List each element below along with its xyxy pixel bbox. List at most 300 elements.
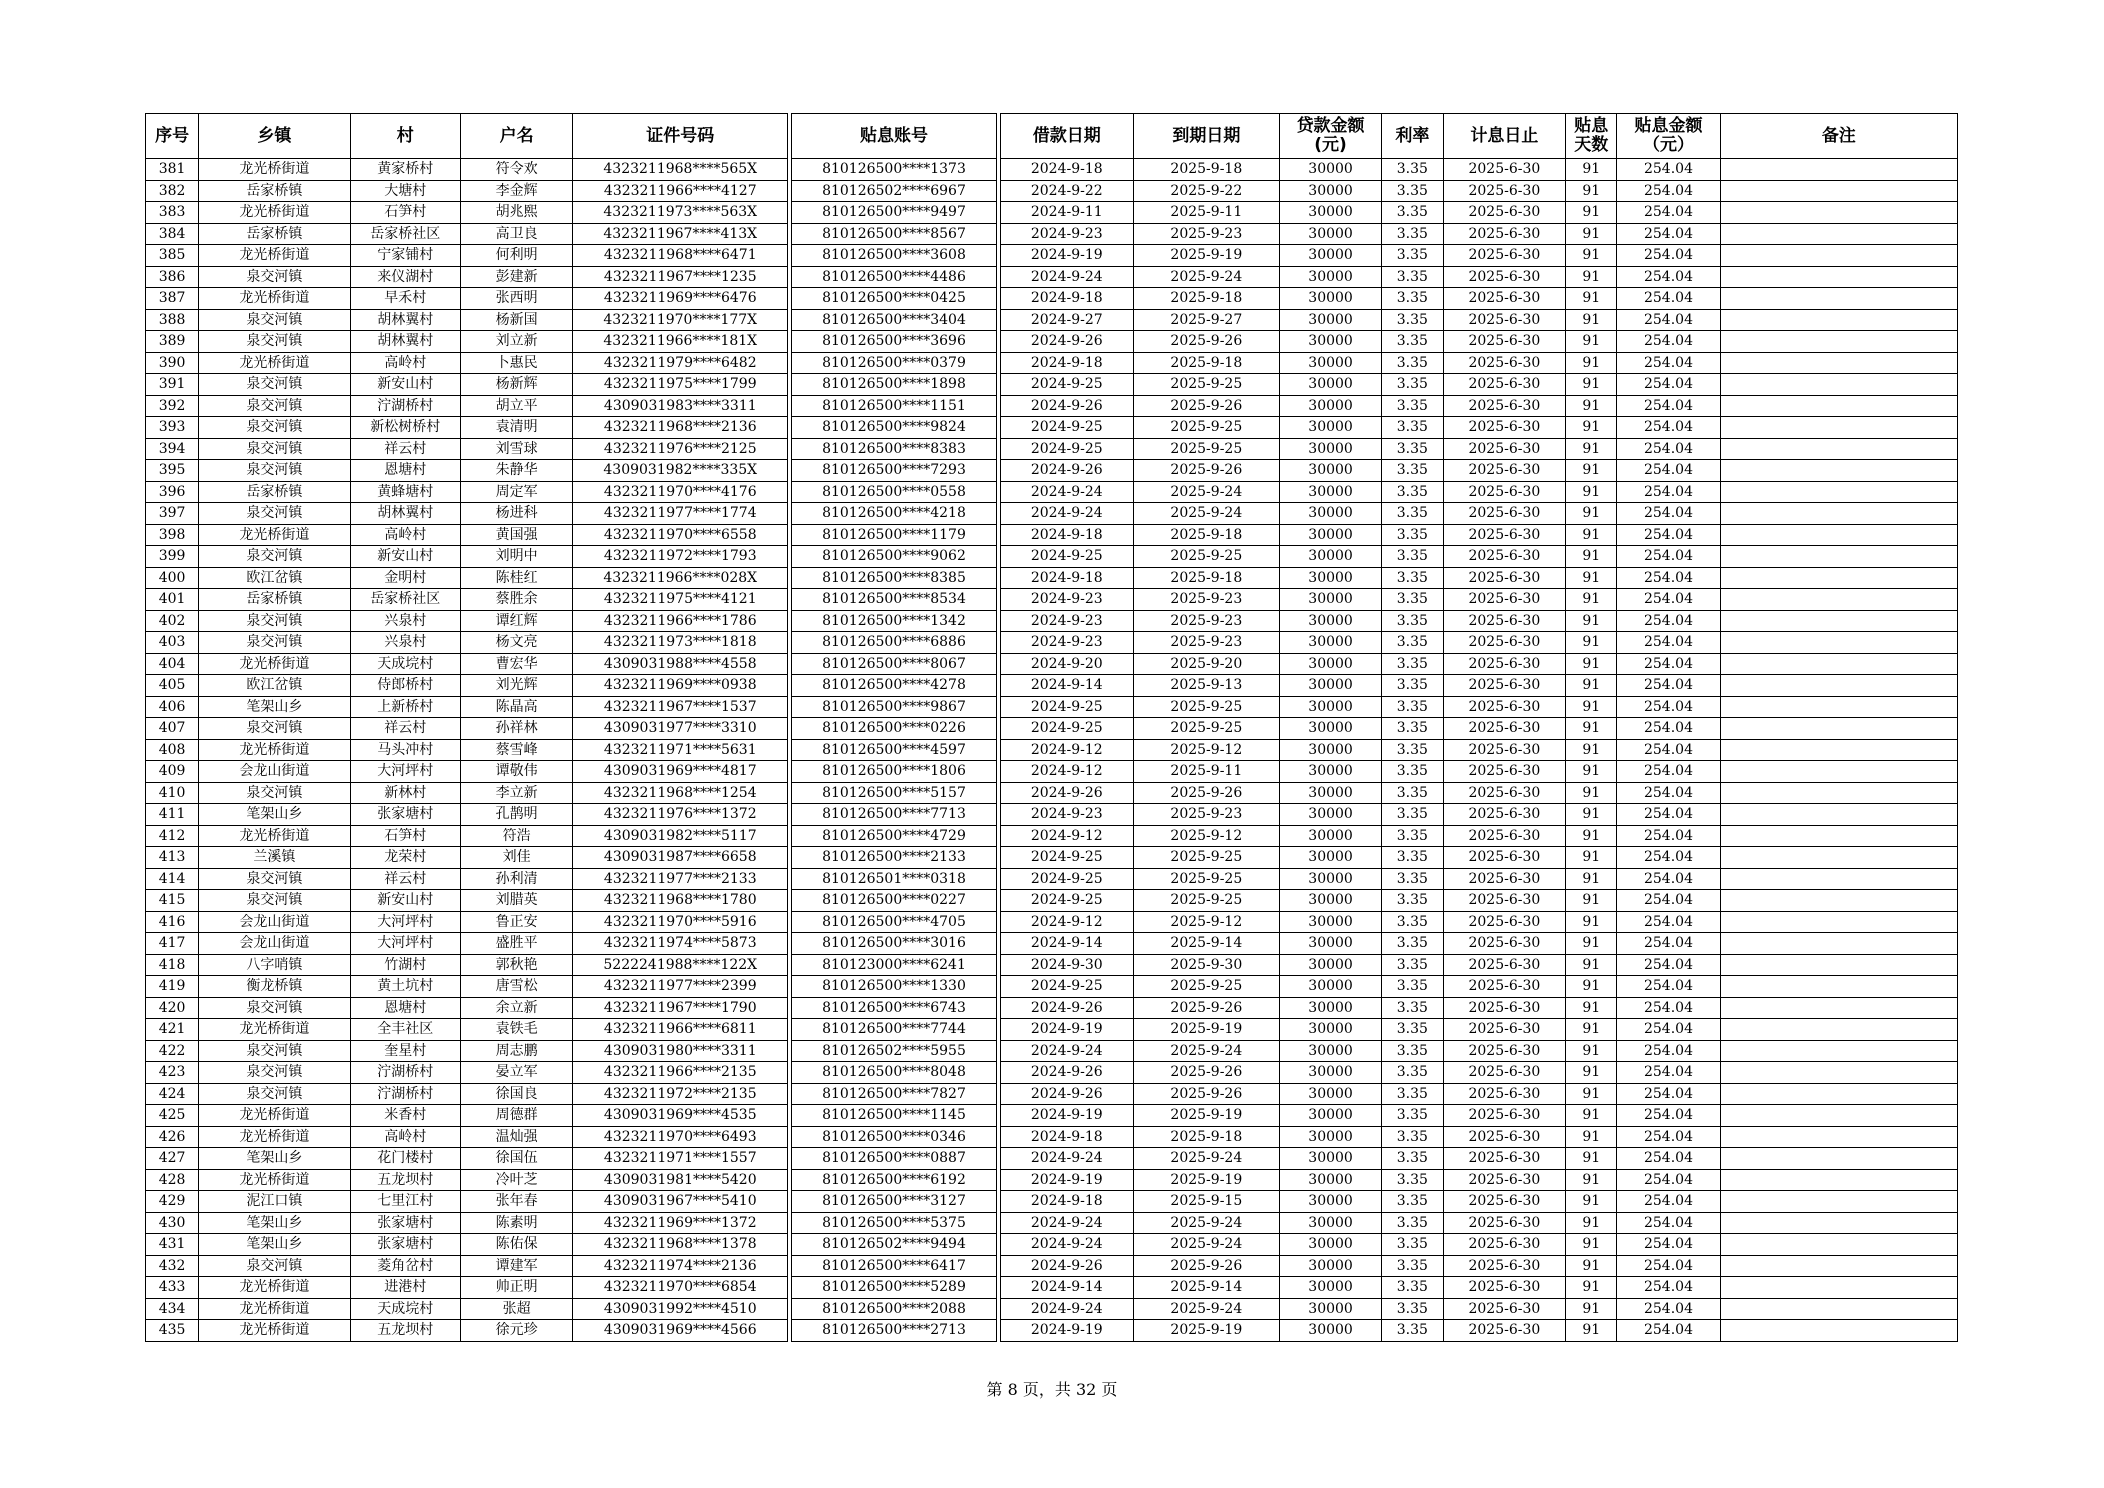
cell-index: 399 bbox=[146, 546, 199, 568]
cell-village: 进港村 bbox=[350, 1277, 460, 1299]
cell-id-number: 4323211972****2135 bbox=[573, 1083, 788, 1105]
cell-loan-amount: 30000 bbox=[1279, 503, 1381, 525]
cell-loan-date: 2024-9-24 bbox=[1000, 1234, 1133, 1256]
header-account-holder: 户名 bbox=[460, 114, 572, 159]
cell-remarks bbox=[1720, 1040, 1957, 1062]
cell-account-holder: 李金辉 bbox=[460, 180, 572, 202]
cell-account-holder: 刘立新 bbox=[460, 331, 572, 353]
cell-id-number: 4323211966****181X bbox=[573, 331, 788, 353]
cell-account-holder: 刘雪球 bbox=[460, 438, 572, 460]
cell-village: 米香村 bbox=[350, 1105, 460, 1127]
cell-remarks bbox=[1720, 1083, 1957, 1105]
cell-interest-rate: 3.35 bbox=[1382, 653, 1443, 675]
cell-interest-end-date: 2025-6-30 bbox=[1443, 567, 1566, 589]
cell-due-date: 2025-9-25 bbox=[1133, 847, 1279, 869]
cell-township: 泉交河镇 bbox=[199, 890, 350, 912]
cell-index: 415 bbox=[146, 890, 199, 912]
cell-interest-end-date: 2025-6-30 bbox=[1443, 1062, 1566, 1084]
cell-remarks bbox=[1720, 761, 1957, 783]
cell-subsidy-days: 91 bbox=[1566, 933, 1617, 955]
cell-interest-rate: 3.35 bbox=[1382, 1062, 1443, 1084]
cell-subsidy-days: 91 bbox=[1566, 223, 1617, 245]
cell-id-number: 4309031977****3310 bbox=[573, 718, 788, 740]
cell-id-number: 4309031969****4566 bbox=[573, 1320, 788, 1342]
cell-loan-amount: 30000 bbox=[1279, 1298, 1381, 1320]
cell-subsidy-account: 810126500****7293 bbox=[792, 460, 997, 482]
cell-interest-rate: 3.35 bbox=[1382, 202, 1443, 224]
table-row bbox=[146, 1212, 1958, 1234]
cell-subsidy-amount: 254.04 bbox=[1617, 374, 1720, 396]
cell-id-number: 4309031983****3311 bbox=[573, 395, 788, 417]
cell-subsidy-amount: 254.04 bbox=[1617, 1040, 1720, 1062]
cell-remarks bbox=[1720, 1148, 1957, 1170]
cell-village: 祥云村 bbox=[350, 718, 460, 740]
cell-interest-end-date: 2025-6-30 bbox=[1443, 933, 1566, 955]
cell-township: 笔架山乡 bbox=[199, 1148, 350, 1170]
cell-remarks bbox=[1720, 159, 1957, 181]
cell-subsidy-days: 91 bbox=[1566, 761, 1617, 783]
cell-subsidy-account: 810126500****3127 bbox=[792, 1191, 997, 1213]
cell-township: 泉交河镇 bbox=[199, 632, 350, 654]
cell-township: 岳家桥镇 bbox=[199, 589, 350, 611]
cell-loan-amount: 30000 bbox=[1279, 696, 1381, 718]
cell-loan-date: 2024-9-25 bbox=[1000, 417, 1133, 439]
cell-index: 418 bbox=[146, 954, 199, 976]
cell-subsidy-days: 91 bbox=[1566, 503, 1617, 525]
cell-loan-amount: 30000 bbox=[1279, 1191, 1381, 1213]
cell-loan-date: 2024-9-25 bbox=[1000, 546, 1133, 568]
cell-id-number: 4323211969****6476 bbox=[573, 288, 788, 310]
cell-account-holder: 陈佑保 bbox=[460, 1234, 572, 1256]
cell-interest-end-date: 2025-6-30 bbox=[1443, 653, 1566, 675]
table-row bbox=[146, 481, 1958, 503]
table-row bbox=[146, 761, 1958, 783]
cell-interest-end-date: 2025-6-30 bbox=[1443, 460, 1566, 482]
cell-loan-amount: 30000 bbox=[1279, 610, 1381, 632]
cell-interest-end-date: 2025-6-30 bbox=[1443, 1083, 1566, 1105]
cell-interest-end-date: 2025-6-30 bbox=[1443, 1040, 1566, 1062]
cell-subsidy-amount: 254.04 bbox=[1617, 589, 1720, 611]
cell-interest-rate: 3.35 bbox=[1382, 610, 1443, 632]
cell-subsidy-days: 91 bbox=[1566, 438, 1617, 460]
cell-subsidy-amount: 254.04 bbox=[1617, 675, 1720, 697]
cell-index: 396 bbox=[146, 481, 199, 503]
cell-account-holder: 李立新 bbox=[460, 782, 572, 804]
cell-loan-date: 2024-9-19 bbox=[1000, 1105, 1133, 1127]
cell-index: 390 bbox=[146, 352, 199, 374]
cell-index: 430 bbox=[146, 1212, 199, 1234]
cell-interest-end-date: 2025-6-30 bbox=[1443, 589, 1566, 611]
cell-subsidy-account: 810126500****0558 bbox=[792, 481, 997, 503]
cell-loan-date: 2024-9-30 bbox=[1000, 954, 1133, 976]
cell-remarks bbox=[1720, 847, 1957, 869]
cell-id-number: 4309031992****4510 bbox=[573, 1298, 788, 1320]
cell-subsidy-days: 91 bbox=[1566, 245, 1617, 267]
cell-subsidy-account: 810126500****7713 bbox=[792, 804, 997, 826]
cell-subsidy-amount: 254.04 bbox=[1617, 352, 1720, 374]
cell-interest-end-date: 2025-6-30 bbox=[1443, 868, 1566, 890]
cell-village: 岳家桥社区 bbox=[350, 223, 460, 245]
cell-township: 泉交河镇 bbox=[199, 1083, 350, 1105]
cell-interest-end-date: 2025-6-30 bbox=[1443, 696, 1566, 718]
cell-interest-end-date: 2025-6-30 bbox=[1443, 847, 1566, 869]
table-row bbox=[146, 782, 1958, 804]
cell-subsidy-days: 91 bbox=[1566, 266, 1617, 288]
cell-index: 395 bbox=[146, 460, 199, 482]
cell-loan-amount: 30000 bbox=[1279, 847, 1381, 869]
cell-interest-rate: 3.35 bbox=[1382, 911, 1443, 933]
cell-due-date: 2025-9-19 bbox=[1133, 1169, 1279, 1191]
header-subsidy-amount: 贴息金额 （元） bbox=[1617, 114, 1720, 159]
cell-interest-end-date: 2025-6-30 bbox=[1443, 804, 1566, 826]
cell-due-date: 2025-9-18 bbox=[1133, 159, 1279, 181]
cell-interest-end-date: 2025-6-30 bbox=[1443, 1277, 1566, 1299]
cell-id-number: 4323211967****413X bbox=[573, 223, 788, 245]
cell-subsidy-amount: 254.04 bbox=[1617, 1148, 1720, 1170]
cell-id-number: 4309031982****5117 bbox=[573, 825, 788, 847]
table-row bbox=[146, 460, 1958, 482]
cell-subsidy-amount: 254.04 bbox=[1617, 954, 1720, 976]
cell-loan-amount: 30000 bbox=[1279, 1212, 1381, 1234]
cell-subsidy-account: 810126500****1151 bbox=[792, 395, 997, 417]
cell-village: 黄家桥村 bbox=[350, 159, 460, 181]
cell-loan-date: 2024-9-18 bbox=[1000, 1191, 1133, 1213]
cell-interest-rate: 3.35 bbox=[1382, 546, 1443, 568]
cell-interest-rate: 3.35 bbox=[1382, 1148, 1443, 1170]
cell-village: 来仪湖村 bbox=[350, 266, 460, 288]
cell-account-holder: 徐元珍 bbox=[460, 1320, 572, 1342]
cell-loan-date: 2024-9-12 bbox=[1000, 911, 1133, 933]
cell-interest-rate: 3.35 bbox=[1382, 481, 1443, 503]
cell-account-holder: 袁铁毛 bbox=[460, 1019, 572, 1041]
cell-due-date: 2025-9-24 bbox=[1133, 481, 1279, 503]
cell-interest-rate: 3.35 bbox=[1382, 1277, 1443, 1299]
cell-id-number: 4323211969****0938 bbox=[573, 675, 788, 697]
cell-village: 祥云村 bbox=[350, 438, 460, 460]
cell-subsidy-amount: 254.04 bbox=[1617, 481, 1720, 503]
cell-township: 泉交河镇 bbox=[199, 1040, 350, 1062]
cell-due-date: 2025-9-18 bbox=[1133, 1126, 1279, 1148]
table-row bbox=[146, 1277, 1958, 1299]
cell-interest-end-date: 2025-6-30 bbox=[1443, 997, 1566, 1019]
cell-subsidy-days: 91 bbox=[1566, 739, 1617, 761]
cell-subsidy-amount: 254.04 bbox=[1617, 825, 1720, 847]
cell-village: 岳家桥社区 bbox=[350, 589, 460, 611]
cell-subsidy-account: 810123000****6241 bbox=[792, 954, 997, 976]
cell-subsidy-amount: 254.04 bbox=[1617, 223, 1720, 245]
cell-loan-amount: 30000 bbox=[1279, 331, 1381, 353]
cell-township: 泉交河镇 bbox=[199, 610, 350, 632]
cell-account-holder: 杨新辉 bbox=[460, 374, 572, 396]
cell-subsidy-days: 91 bbox=[1566, 1126, 1617, 1148]
cell-account-holder: 鲁正安 bbox=[460, 911, 572, 933]
cell-account-holder: 徐国良 bbox=[460, 1083, 572, 1105]
table-row bbox=[146, 245, 1958, 267]
cell-interest-end-date: 2025-6-30 bbox=[1443, 395, 1566, 417]
cell-interest-rate: 3.35 bbox=[1382, 1126, 1443, 1148]
cell-loan-amount: 30000 bbox=[1279, 159, 1381, 181]
cell-subsidy-amount: 254.04 bbox=[1617, 266, 1720, 288]
cell-interest-rate: 3.35 bbox=[1382, 438, 1443, 460]
cell-interest-end-date: 2025-6-30 bbox=[1443, 159, 1566, 181]
cell-id-number: 4323211971****1557 bbox=[573, 1148, 788, 1170]
cell-subsidy-amount: 254.04 bbox=[1617, 417, 1720, 439]
cell-due-date: 2025-9-18 bbox=[1133, 524, 1279, 546]
cell-index: 417 bbox=[146, 933, 199, 955]
cell-township: 龙光桥街道 bbox=[199, 1277, 350, 1299]
cell-id-number: 4323211966****1786 bbox=[573, 610, 788, 632]
table-row bbox=[146, 288, 1958, 310]
cell-loan-amount: 30000 bbox=[1279, 1083, 1381, 1105]
cell-due-date: 2025-9-25 bbox=[1133, 417, 1279, 439]
cell-subsidy-account: 810126500****1145 bbox=[792, 1105, 997, 1127]
cell-due-date: 2025-9-24 bbox=[1133, 1212, 1279, 1234]
cell-subsidy-days: 91 bbox=[1566, 1234, 1617, 1256]
cell-interest-end-date: 2025-6-30 bbox=[1443, 718, 1566, 740]
cell-township: 泉交河镇 bbox=[199, 309, 350, 331]
cell-subsidy-days: 91 bbox=[1566, 159, 1617, 181]
cell-due-date: 2025-9-23 bbox=[1133, 632, 1279, 654]
cell-village: 泞湖桥村 bbox=[350, 1083, 460, 1105]
cell-loan-amount: 30000 bbox=[1279, 180, 1381, 202]
cell-account-holder: 陈素明 bbox=[460, 1212, 572, 1234]
cell-interest-end-date: 2025-6-30 bbox=[1443, 610, 1566, 632]
cell-index: 398 bbox=[146, 524, 199, 546]
cell-due-date: 2025-9-30 bbox=[1133, 954, 1279, 976]
cell-subsidy-amount: 254.04 bbox=[1617, 245, 1720, 267]
cell-index: 421 bbox=[146, 1019, 199, 1041]
cell-account-holder: 冷叶芝 bbox=[460, 1169, 572, 1191]
cell-index: 400 bbox=[146, 567, 199, 589]
cell-index: 431 bbox=[146, 1234, 199, 1256]
cell-loan-amount: 30000 bbox=[1279, 266, 1381, 288]
cell-subsidy-amount: 254.04 bbox=[1617, 739, 1720, 761]
cell-id-number: 4323211970****5916 bbox=[573, 911, 788, 933]
cell-subsidy-days: 91 bbox=[1566, 610, 1617, 632]
cell-interest-rate: 3.35 bbox=[1382, 804, 1443, 826]
cell-account-holder: 张年春 bbox=[460, 1191, 572, 1213]
cell-interest-rate: 3.35 bbox=[1382, 1320, 1443, 1342]
cell-id-number: 4323211976****2125 bbox=[573, 438, 788, 460]
cell-account-holder: 孙祥林 bbox=[460, 718, 572, 740]
cell-loan-date: 2024-9-24 bbox=[1000, 1298, 1133, 1320]
cell-interest-end-date: 2025-6-30 bbox=[1443, 266, 1566, 288]
cell-due-date: 2025-9-26 bbox=[1133, 395, 1279, 417]
cell-interest-end-date: 2025-6-30 bbox=[1443, 825, 1566, 847]
cell-subsidy-amount: 254.04 bbox=[1617, 761, 1720, 783]
cell-loan-date: 2024-9-24 bbox=[1000, 1040, 1133, 1062]
cell-subsidy-amount: 254.04 bbox=[1617, 653, 1720, 675]
cell-remarks bbox=[1720, 309, 1957, 331]
cell-subsidy-amount: 254.04 bbox=[1617, 180, 1720, 202]
table-row bbox=[146, 696, 1958, 718]
cell-subsidy-amount: 254.04 bbox=[1617, 1126, 1720, 1148]
cell-subsidy-account: 810126500****1330 bbox=[792, 976, 997, 998]
cell-subsidy-days: 91 bbox=[1566, 825, 1617, 847]
cell-loan-amount: 30000 bbox=[1279, 782, 1381, 804]
cell-loan-amount: 30000 bbox=[1279, 911, 1381, 933]
cell-loan-date: 2024-9-11 bbox=[1000, 202, 1133, 224]
cell-subsidy-account: 810126500****8067 bbox=[792, 653, 997, 675]
cell-index: 424 bbox=[146, 1083, 199, 1105]
cell-id-number: 4323211968****1378 bbox=[573, 1234, 788, 1256]
cell-subsidy-amount: 254.04 bbox=[1617, 438, 1720, 460]
cell-account-holder: 周志鹏 bbox=[460, 1040, 572, 1062]
cell-loan-amount: 30000 bbox=[1279, 1148, 1381, 1170]
table-row bbox=[146, 653, 1958, 675]
cell-interest-end-date: 2025-6-30 bbox=[1443, 1019, 1566, 1041]
cell-interest-rate: 3.35 bbox=[1382, 567, 1443, 589]
cell-id-number: 4323211974****2136 bbox=[573, 1255, 788, 1277]
cell-account-holder: 帅正明 bbox=[460, 1277, 572, 1299]
cell-interest-rate: 3.35 bbox=[1382, 825, 1443, 847]
cell-subsidy-account: 810126500****8048 bbox=[792, 1062, 997, 1084]
cell-account-holder: 符令欢 bbox=[460, 159, 572, 181]
cell-index: 403 bbox=[146, 632, 199, 654]
cell-village: 五龙坝村 bbox=[350, 1320, 460, 1342]
cell-interest-end-date: 2025-6-30 bbox=[1443, 180, 1566, 202]
cell-interest-rate: 3.35 bbox=[1382, 696, 1443, 718]
cell-loan-date: 2024-9-25 bbox=[1000, 438, 1133, 460]
cell-index: 384 bbox=[146, 223, 199, 245]
cell-loan-date: 2024-9-27 bbox=[1000, 309, 1133, 331]
table-row bbox=[146, 954, 1958, 976]
cell-village: 祥云村 bbox=[350, 868, 460, 890]
cell-due-date: 2025-9-19 bbox=[1133, 245, 1279, 267]
cell-village: 高岭村 bbox=[350, 524, 460, 546]
cell-account-holder: 张超 bbox=[460, 1298, 572, 1320]
cell-interest-rate: 3.35 bbox=[1382, 1234, 1443, 1256]
cell-loan-date: 2024-9-26 bbox=[1000, 1083, 1133, 1105]
cell-interest-rate: 3.35 bbox=[1382, 309, 1443, 331]
cell-due-date: 2025-9-23 bbox=[1133, 804, 1279, 826]
cell-subsidy-days: 91 bbox=[1566, 997, 1617, 1019]
cell-township: 龙光桥街道 bbox=[199, 245, 350, 267]
cell-account-holder: 蔡雪峰 bbox=[460, 739, 572, 761]
cell-loan-amount: 30000 bbox=[1279, 890, 1381, 912]
cell-subsidy-days: 91 bbox=[1566, 1169, 1617, 1191]
cell-village: 高岭村 bbox=[350, 1126, 460, 1148]
cell-id-number: 4323211967****1790 bbox=[573, 997, 788, 1019]
cell-due-date: 2025-9-11 bbox=[1133, 202, 1279, 224]
cell-index: 383 bbox=[146, 202, 199, 224]
cell-village: 大塘村 bbox=[350, 180, 460, 202]
cell-interest-end-date: 2025-6-30 bbox=[1443, 890, 1566, 912]
cell-id-number: 4323211968****2136 bbox=[573, 417, 788, 439]
cell-interest-rate: 3.35 bbox=[1382, 954, 1443, 976]
cell-index: 435 bbox=[146, 1320, 199, 1342]
cell-loan-amount: 30000 bbox=[1279, 868, 1381, 890]
cell-subsidy-amount: 254.04 bbox=[1617, 1320, 1720, 1342]
cell-subsidy-amount: 254.04 bbox=[1617, 309, 1720, 331]
cell-township: 欧江岔镇 bbox=[199, 675, 350, 697]
cell-account-holder: 彭建新 bbox=[460, 266, 572, 288]
cell-village: 早禾村 bbox=[350, 288, 460, 310]
cell-due-date: 2025-9-13 bbox=[1133, 675, 1279, 697]
cell-interest-rate: 3.35 bbox=[1382, 524, 1443, 546]
header-village: 村 bbox=[350, 114, 460, 159]
cell-due-date: 2025-9-23 bbox=[1133, 610, 1279, 632]
cell-subsidy-days: 91 bbox=[1566, 696, 1617, 718]
cell-index: 411 bbox=[146, 804, 199, 826]
cell-subsidy-account: 810126501****0318 bbox=[792, 868, 997, 890]
cell-interest-rate: 3.35 bbox=[1382, 331, 1443, 353]
cell-subsidy-days: 91 bbox=[1566, 374, 1617, 396]
cell-due-date: 2025-9-27 bbox=[1133, 309, 1279, 331]
cell-due-date: 2025-9-12 bbox=[1133, 911, 1279, 933]
cell-due-date: 2025-9-14 bbox=[1133, 1277, 1279, 1299]
cell-village: 黄蜂塘村 bbox=[350, 481, 460, 503]
cell-account-holder: 徐国伍 bbox=[460, 1148, 572, 1170]
cell-loan-amount: 30000 bbox=[1279, 589, 1381, 611]
cell-index: 416 bbox=[146, 911, 199, 933]
cell-due-date: 2025-9-15 bbox=[1133, 1191, 1279, 1213]
header-interest-rate: 利率 bbox=[1382, 114, 1443, 159]
cell-due-date: 2025-9-18 bbox=[1133, 352, 1279, 374]
cell-subsidy-amount: 254.04 bbox=[1617, 804, 1720, 826]
cell-remarks bbox=[1720, 589, 1957, 611]
cell-village: 泞湖桥村 bbox=[350, 1062, 460, 1084]
cell-subsidy-days: 91 bbox=[1566, 718, 1617, 740]
cell-index: 413 bbox=[146, 847, 199, 869]
table-row bbox=[146, 1019, 1958, 1041]
cell-due-date: 2025-9-19 bbox=[1133, 1320, 1279, 1342]
cell-account-holder: 余立新 bbox=[460, 997, 572, 1019]
table-row bbox=[146, 675, 1958, 697]
table-row bbox=[146, 1298, 1958, 1320]
cell-index: 433 bbox=[146, 1277, 199, 1299]
cell-subsidy-days: 91 bbox=[1566, 1255, 1617, 1277]
cell-index: 386 bbox=[146, 266, 199, 288]
cell-loan-amount: 30000 bbox=[1279, 395, 1381, 417]
cell-village: 胡林翼村 bbox=[350, 331, 460, 353]
cell-account-holder: 卜惠民 bbox=[460, 352, 572, 374]
header-index: 序号 bbox=[146, 114, 199, 159]
cell-index: 410 bbox=[146, 782, 199, 804]
cell-village: 高岭村 bbox=[350, 352, 460, 374]
cell-subsidy-amount: 254.04 bbox=[1617, 1019, 1720, 1041]
cell-loan-amount: 30000 bbox=[1279, 352, 1381, 374]
cell-interest-end-date: 2025-6-30 bbox=[1443, 976, 1566, 998]
table-row bbox=[146, 632, 1958, 654]
table-row bbox=[146, 890, 1958, 912]
cell-remarks bbox=[1720, 1019, 1957, 1041]
cell-account-holder: 盛胜平 bbox=[460, 933, 572, 955]
cell-remarks bbox=[1720, 1126, 1957, 1148]
cell-interest-end-date: 2025-6-30 bbox=[1443, 374, 1566, 396]
cell-index: 426 bbox=[146, 1126, 199, 1148]
cell-subsidy-account: 810126500****6192 bbox=[792, 1169, 997, 1191]
cell-subsidy-days: 91 bbox=[1566, 1148, 1617, 1170]
cell-remarks bbox=[1720, 374, 1957, 396]
table-row bbox=[146, 718, 1958, 740]
table-row bbox=[146, 309, 1958, 331]
cell-account-holder: 袁清明 bbox=[460, 417, 572, 439]
cell-due-date: 2025-9-18 bbox=[1133, 288, 1279, 310]
cell-interest-rate: 3.35 bbox=[1382, 847, 1443, 869]
cell-interest-rate: 3.35 bbox=[1382, 395, 1443, 417]
cell-loan-date: 2024-9-23 bbox=[1000, 589, 1133, 611]
table-row bbox=[146, 352, 1958, 374]
cell-due-date: 2025-9-24 bbox=[1133, 503, 1279, 525]
table-row bbox=[146, 159, 1958, 181]
cell-loan-date: 2024-9-23 bbox=[1000, 804, 1133, 826]
cell-id-number: 4323211967****1235 bbox=[573, 266, 788, 288]
cell-remarks bbox=[1720, 1277, 1957, 1299]
table-row bbox=[146, 847, 1958, 869]
cell-subsidy-days: 91 bbox=[1566, 1320, 1617, 1342]
cell-index: 422 bbox=[146, 1040, 199, 1062]
